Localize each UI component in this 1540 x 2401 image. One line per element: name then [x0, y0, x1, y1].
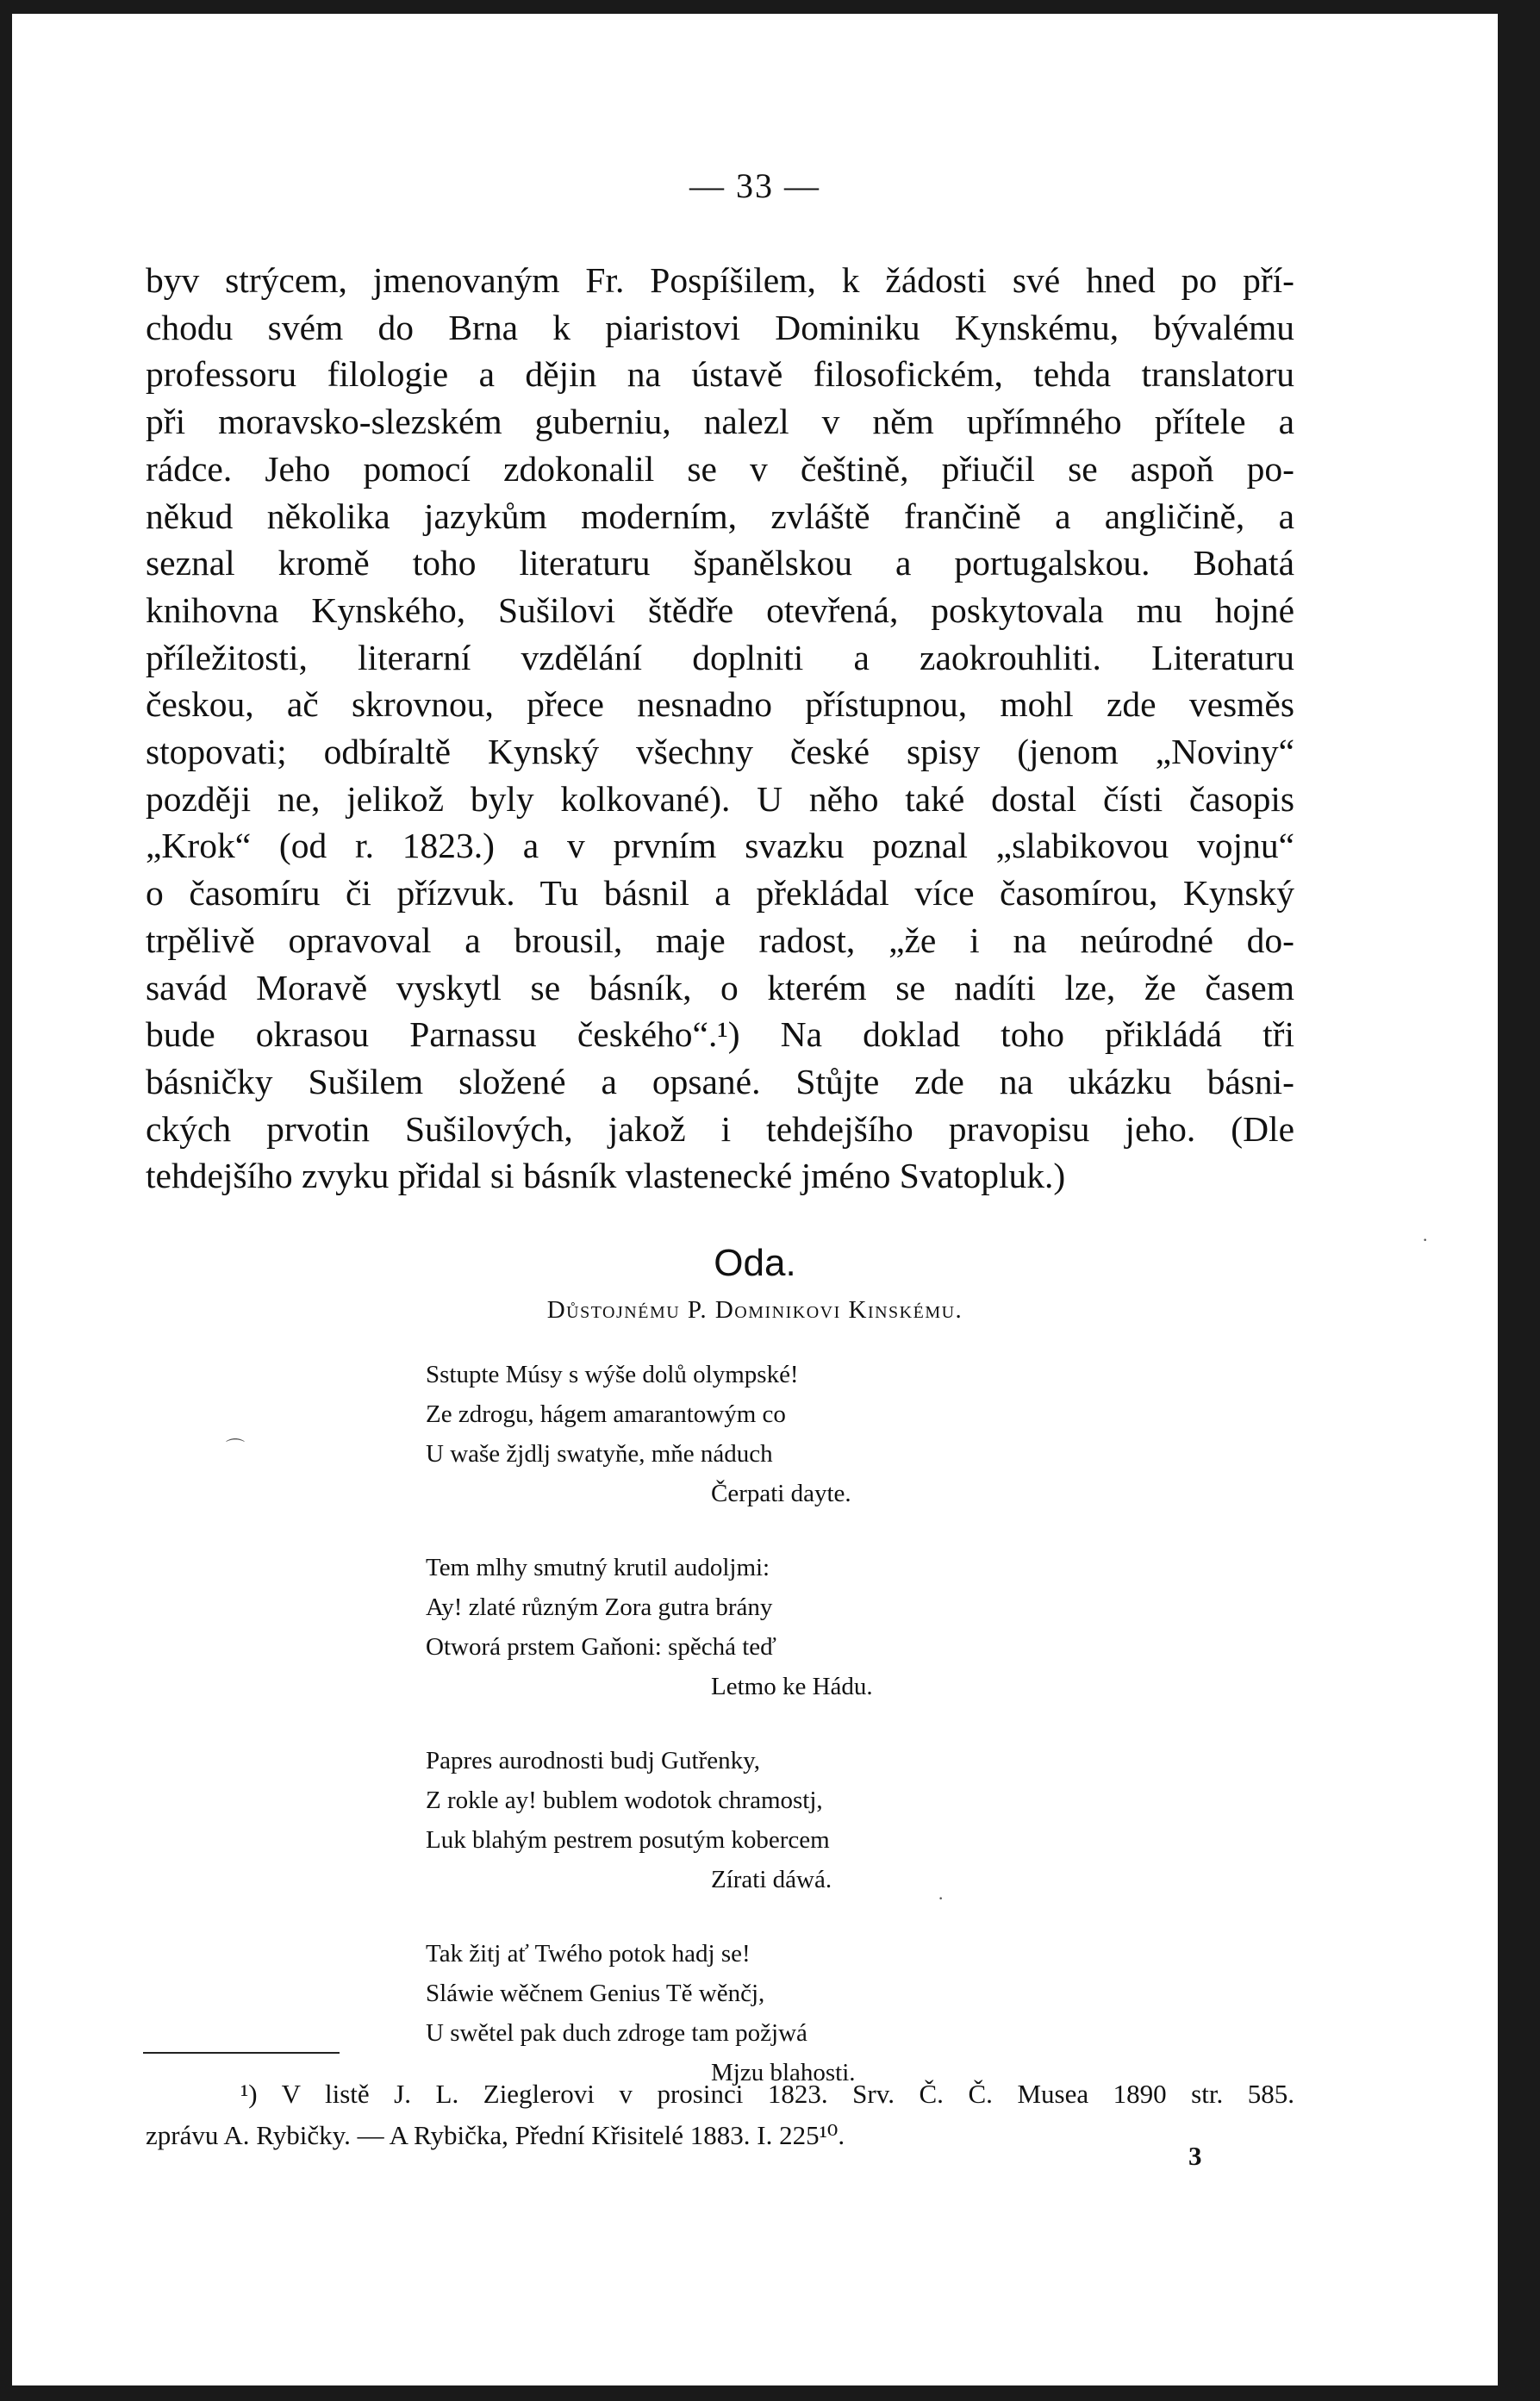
body-line: ckých prvotin Sušilových, jakož i tehdejšího pravopisu jeho. (Dle — [146, 1108, 1294, 1149]
poem-verse: Luk blahým pestrem posutým kobercem — [426, 1826, 830, 1854]
body-line: byv strýcem, jmenovaným Fr. Pospíšilem, k žádosti své hned po pří- — [146, 260, 1294, 300]
body-paragraph — [146, 257, 1294, 1200]
body-line: stopovati; odbíraltě Kynský všechny české spisy (jenom „Noviny“ — [146, 732, 1294, 772]
body-line: tehdejšího zvyku přidal si básník vlastenecké jméno Svatopluk.) — [146, 1156, 1066, 1196]
body-line: někud několika jazykům moderním, zvláště frančině a angličině, a — [146, 496, 1294, 536]
poem-verse: Mjzu blahosti. — [711, 2059, 856, 2086]
print-speck: ⌒ — [226, 1437, 246, 1459]
signature-mark: 3 — [1188, 2141, 1202, 2171]
page-number: — 33 — — [689, 166, 820, 205]
poem-verse: Tak žitj ať Twého potok hadj se! — [426, 1940, 751, 1968]
poem — [426, 1355, 977, 2127]
poem-title: Oda. — [714, 1242, 796, 1284]
footnote-line: zprávu A. Rybičky. — A Rybička, Přední Křisitelé 1883. I. 225¹⁰. — [146, 2120, 845, 2150]
poem-stanza — [426, 1548, 977, 1706]
poem-verse: Sláwie wěčnem Genius Tě wěnčj, — [426, 1980, 765, 2007]
body-line: o časomíru či přízvuk. Tu básnil a překládal více časomírou, Kynský — [146, 873, 1294, 914]
footnote — [146, 2074, 1294, 2156]
poem-stanza — [426, 1741, 977, 1899]
footnote-divider — [143, 2052, 340, 2054]
poem-dedication: Důstojnému P. Dominikovi Kinskému. — [546, 1296, 963, 1324]
poem-verse: U swětel pak duch zdroge tam požjwá — [426, 2019, 807, 2047]
poem-verse: Tem mlhy smutný krutil audoljmi: — [426, 1554, 770, 1581]
poem-verse: Ze zdrogu, hágem amarantowým co — [426, 1400, 786, 1428]
body-line: trpělivě opravoval a brousil, maje radost, „že i na neúrodné do- — [146, 920, 1294, 960]
body-line: seznal kromě toho literaturu španělskou a portugalskou. Bohatá — [146, 543, 1294, 583]
body-line: knihovna Kynského, Sušilovi štědře otevřená, poskytovala mu hojné — [146, 589, 1294, 630]
body-line: bude okrasou Parnassu českého“.¹) Na doklad toho přikládá tři — [146, 1014, 1294, 1055]
poem-verse: Letmo ke Hádu. — [711, 1673, 873, 1700]
poem-verse: Sstupte Músy s wýše dolů olympské! — [426, 1361, 799, 1388]
body-line: při moravsko-slezském guberniu, nalezl v něm upřímného přítele a — [146, 402, 1294, 442]
poem-verse: Otworá prstem Gaňoni: spěchá teď — [426, 1633, 776, 1661]
body-line: později ne, jelikož byly kolkované). U něho také dostal čísti časopis — [146, 778, 1294, 819]
body-line: příležitosti, literarní vzdělání doplniti a zaokrouhliti. Literaturu — [146, 637, 1294, 677]
body-line: „Krok“ (od r. 1823.) a v prvním svazku poznal „slabikovou vojnu“ — [146, 826, 1294, 866]
poem-verse: Ay! zlaté různým Zora gutra brány — [426, 1593, 773, 1621]
poem-stanza — [426, 1355, 977, 1513]
body-line: rádce. Jeho pomocí zdokonalil se v češtině, přiučil se aspoň po- — [146, 448, 1294, 489]
body-line: professoru filologie a dějin na ústavě filosofickém, tehda translatoru — [146, 354, 1294, 395]
body-line: chodu svém do Brna k piaristovi Dominiku Kynskému, bývalému — [146, 307, 1294, 347]
print-speck: · — [938, 1887, 945, 1909]
poem-verse: U waše žjdlj swatyňe, mňe náduch — [426, 1440, 773, 1468]
poem-stanza — [426, 1934, 977, 2092]
poem-verse: Čerpati dayte. — [711, 1480, 851, 1507]
body-line: českou, ač skrovnou, přece nesnadno přístupnou, mohl zde vesměs — [146, 684, 1294, 725]
poem-verse: Z rokle ay! bublem wodotok chramostj, — [426, 1787, 823, 1814]
poem-verse: Papres aurodnosti budj Gutřenky, — [426, 1747, 760, 1774]
print-speck: · — [1422, 1229, 1429, 1250]
body-line: básničky Sušilem složené a opsané. Stůjte zde na ukázku básni- — [146, 1061, 1294, 1101]
body-line: savád Moravě vyskytl se básník, o kterém se nadíti lze, že časem — [146, 967, 1294, 1007]
poem-verse: Zírati dáwá. — [711, 1866, 832, 1893]
document-page — [12, 14, 1498, 2385]
footnote-line: ¹) V listě J. L. Zieglerovi v prosinci 1823. Srv. Č. Č. Musea 1890 str. 585. — [240, 2079, 1294, 2109]
